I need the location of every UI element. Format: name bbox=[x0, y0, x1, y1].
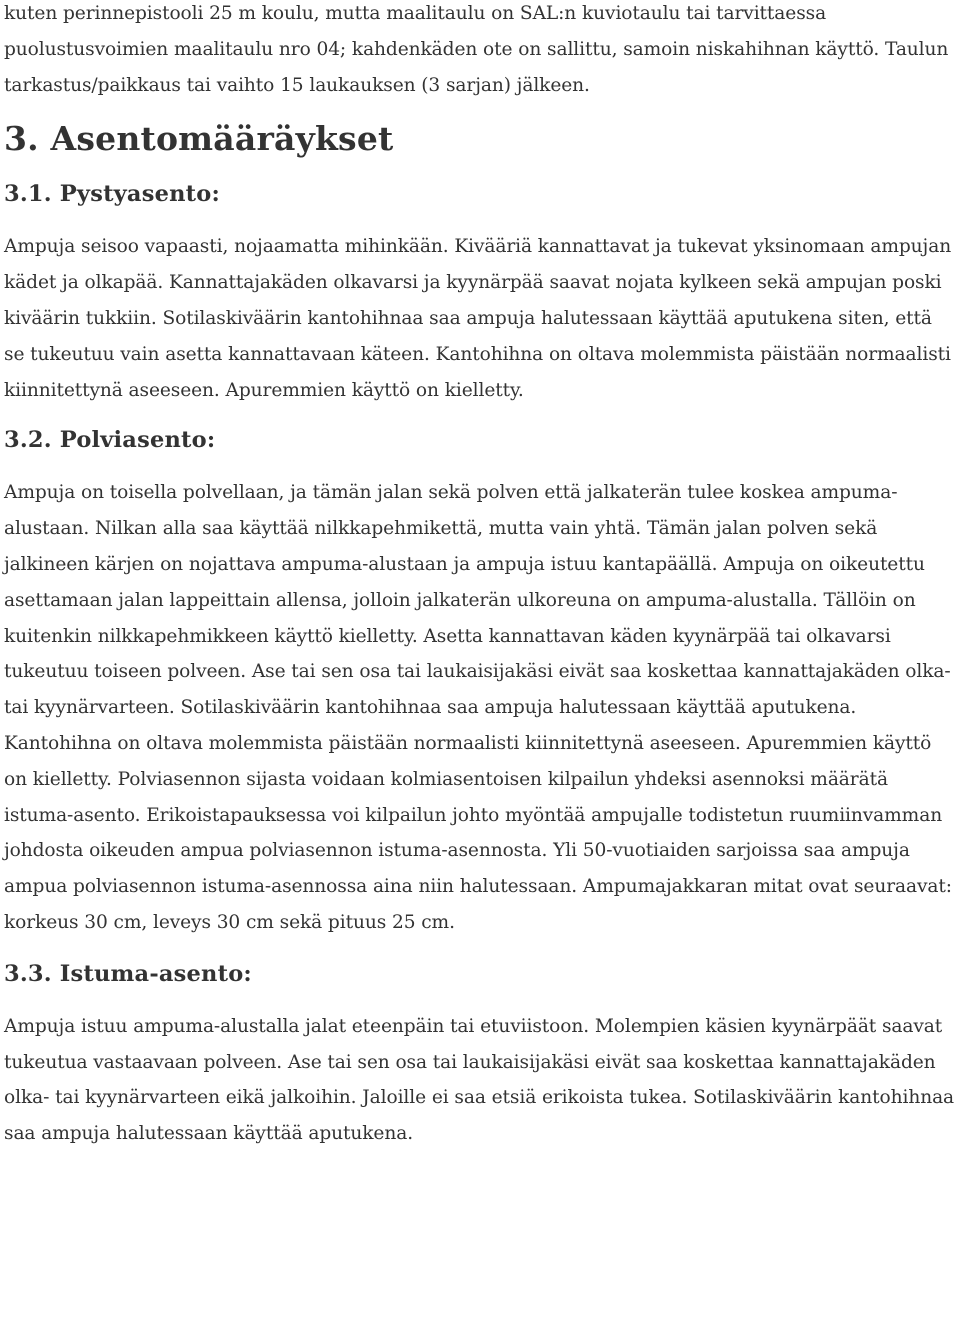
document-page bbox=[4, 0, 958, 1152]
paragraph-pystyasento: Ampuja seisoo vapaasti, nojaamatta mihinkään. Kivääriä kannattavat ja tukevat yksinomaan ampujan kädet ja olkapää. Kannattajakäden olkavarsi ja kyynärpää saavat nojata kylkeen sekä ampujan poski kiväärin tukkiin. Sotilaskiväärin kantohihnaa saa ampuja halutessaan käyttää aputukena siten, että se tukeutuu vain asetta kannattavaan käteen. Kantohihna on oltava molemmista päistään normaalisti kiinnitettynä aseeseen. Apuremmien käyttö on kielletty. bbox=[4, 236, 952, 401]
subsection-heading-polviasento: 3.2. Polviasento: bbox=[4, 427, 216, 454]
subsection-heading-pystyasento: 3.1. Pystyasento: bbox=[4, 181, 220, 208]
paragraph-istuma-asento: Ampuja istuu ampuma-alustalla jalat eteenpäin tai etuviistoon. Molempien käsien kyynärpäät saavat tukeutua vastaavaan polveen. Ase tai sen osa tai laukaisijakäsi eivät saa koskettaa kannattajakäden olka- tai kyynärvarteen eikä jalkoihin. Jaloille ei saa etsiä erikoista tukea. Sotilaskiväärin kantohihnaa saa ampuja halutessaan käyttää aputukena. bbox=[4, 1015, 955, 1145]
paragraph-polviasento: Ampuja on toisella polvellaan, ja tämän jalan sekä polven että jalkaterän tulee koskea ampuma-alustaan. Nilkan alla saa käyttää nilkkapehmikettä, mutta vain yhtä. Tämän jalan polven sekä jalkineen kärjen on nojattava ampuma-alustaan ja ampuja istuu kantapäällä. Ampuja on oikeutettu asettamaan jalan lappeittain allensa, jolloin jalkaterän ulkoreuna on ampuma-alustalla. Tällöin on kuitenkin nilkkapehmikkeen käyttö kielletty. Asetta kannattavan käden kyynärpää tai olkavarsi tukeutuu toiseen polveen. Ase tai sen osa tai laukaisijakäsi eivät saa koskettaa kannattajakäden olka- tai kyynärvarteen. Sotilaskiväärin kantohihnaa saa ampuja halutessaan käyttää aputukena. Kantohihna on oltava molemmista päistään normaalisti kiinnitettynä aseeseen. Apuremmien käyttö on kielletty. Polviasennon sijasta voidaan kolmiasentoisen kilpailun yhdeksi asennoksi määrätä istuma-asento. Erikoistapauksessa voi kilpailun johto myöntää ampujalle todistetun ruumiinvamman johdosta oikeuden ampua polviasennon istuma-asennosta. Yli 50-vuotiaiden sarjoissa saa ampuja ampua polviasennon istuma-asennossa aina niin halutessaan. Ampumajakkaran mitat ovat seuraavat: korkeus 30 cm, leveys 30 cm sekä pituus 25 cm. bbox=[4, 482, 952, 933]
intro-paragraph: kuten perinnepistooli 25 m koulu, mutta maalitaulu on SAL:n kuviotaulu tai tarvittaessa puolustusvoimien maalitaulu nro 04; kahdenkäden ote on sallittu, samoin niskahihnan käyttö. Taulun tarkastus/paikkaus tai vaihto 15 laukauksen (3 sarjan) jälkeen. bbox=[4, 3, 949, 96]
subsection-heading-istuma-asento: 3.3. Istuma-asento: bbox=[4, 960, 252, 987]
section-heading-asentomaaraykset: 3. Asentomääräykset bbox=[4, 119, 394, 159]
